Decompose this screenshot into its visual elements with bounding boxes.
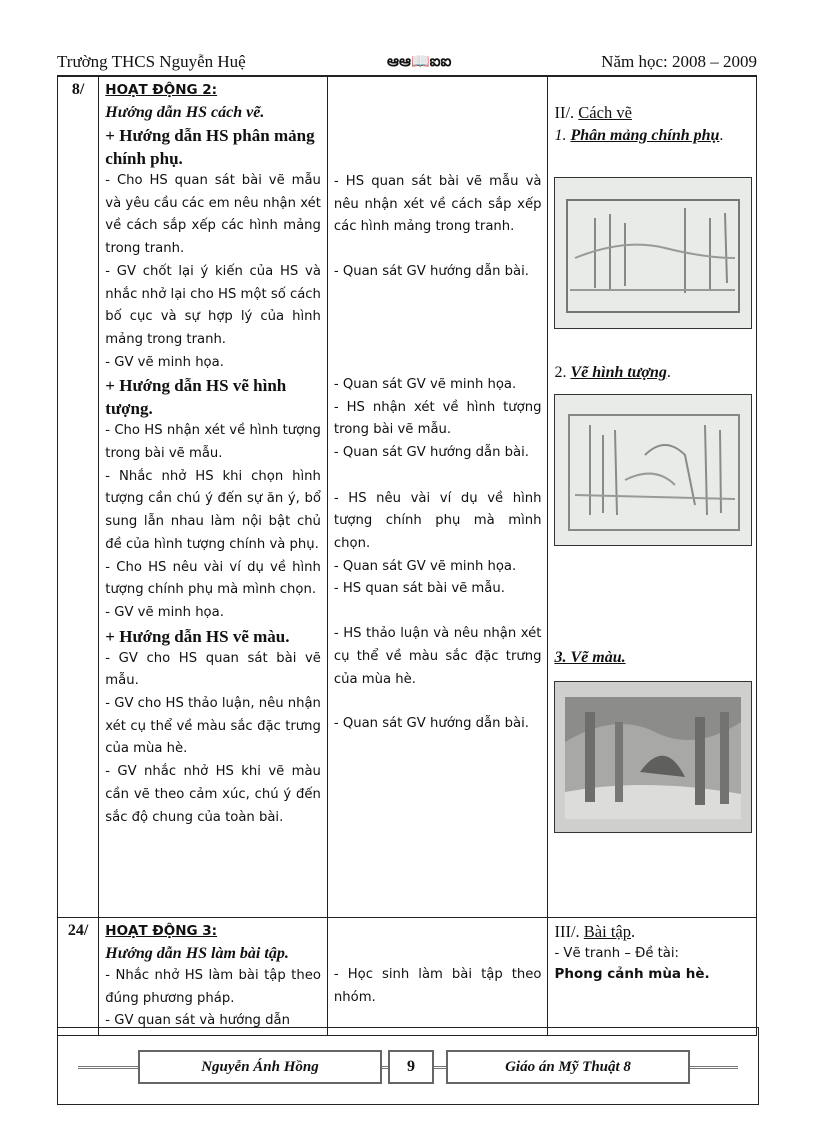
part1-line: - GV vẽ minh họa.	[105, 354, 224, 370]
part2-line: - Cho HS nêu vài ví dụ về hình tượng chính phụ mà mình chọn.	[105, 559, 321, 598]
part2-title: + Hướng dẫn HS vẽ hình tượng.	[105, 376, 287, 419]
sample-image-color	[554, 681, 752, 833]
step-1: 1. Phân mảng chính phụ.	[554, 127, 724, 144]
teacher-activity-cell	[99, 77, 328, 918]
time-cell: 8/	[58, 77, 99, 918]
teacher-activity-cell	[99, 918, 328, 1036]
student-line: - HS nêu vài ví dụ về hình tượng chính phụ mà mình chọn.	[333, 490, 542, 552]
content-cell	[548, 918, 757, 1036]
section-number: III/.	[554, 922, 580, 941]
step-3	[554, 646, 750, 669]
part1-line: - GV chốt lại ý kiến của HS và nhắc nhở lại cho HS một số cách bố cục và sự hợp lý của hình mảng trong tranh.	[105, 263, 321, 347]
part3-title: + Hướng dẫn HS vẽ màu.	[105, 626, 290, 646]
section-heading: III/. Bài tập.	[554, 922, 636, 941]
student-line: - HS quan sát bài vẽ mẫu và nêu nhận xét về cách sắp xếp các hình mảng trong tranh.	[333, 174, 542, 235]
part3-line: - GV cho HS thảo luận, nêu nhận xét cụ thể về màu sắc đặc trưng của mùa hè.	[105, 696, 321, 757]
school-name: Trường THCS Nguyễn Huệ	[57, 52, 246, 71]
lesson-table	[57, 76, 757, 1036]
activity-subtitle: Hướng dẫn HS cách vẽ.	[105, 104, 265, 121]
part1-line: - Cho HS quan sát bài vẽ mẫu và yêu cầu các em nêu nhận xét về cách sắp xếp các hình mảng trong tranh.	[105, 173, 321, 257]
student-line: - Quan sát GV hướng dẫn bài.	[333, 264, 529, 280]
table-row	[58, 918, 757, 1036]
activity-line: - GV quan sát và hướng dẫn	[105, 1013, 290, 1029]
step-title: 3. Vẽ màu.	[554, 649, 626, 666]
sample-image-layout	[554, 177, 752, 329]
header-ornament: ఆఆ📖ఐఐ	[387, 52, 452, 70]
step-2: 2. Vẽ hình tượng.	[554, 364, 671, 381]
table-row	[58, 77, 757, 918]
section-title: Bài tập	[583, 922, 631, 941]
part2-line: - Nhắc nhở HS khi chọn hình tượng cần chú ý đến sự ăn ý, bổ sung lẫn nhau làm nội bật chủ đề của hình tượng chính và phụ.	[105, 468, 321, 552]
school-year: Năm học: 2008 – 2009	[601, 52, 757, 71]
student-line: - Quan sát GV vẽ minh họa.	[333, 558, 517, 574]
time-cell: 24/	[58, 918, 99, 1036]
exercise-line: - Vẽ tranh – Đề tài:	[554, 946, 679, 961]
part2-line: - GV vẽ minh họa.	[105, 604, 224, 620]
sample-image-figures	[554, 394, 752, 546]
step-number: 2.	[554, 364, 567, 381]
author-name: Nguyễn Ánh Hồng	[138, 1050, 382, 1084]
activity-line: - Nhắc nhở HS làm bài tập theo đúng phương pháp.	[105, 968, 321, 1006]
student-line: - Quan sát GV hướng dẫn bài.	[333, 444, 529, 460]
student-activity-cell	[327, 77, 548, 918]
page-header	[57, 52, 757, 76]
document-title: Giáo án Mỹ Thuật 8	[446, 1050, 690, 1084]
student-line: - Quan sát GV vẽ minh họa.	[333, 376, 517, 392]
part2-line: - Cho HS nhận xét về hình tượng trong bài vẽ mẫu.	[105, 423, 321, 462]
activity-subtitle: Hướng dẫn HS làm bài tập.	[105, 945, 289, 962]
step-number: 1.	[554, 127, 567, 144]
content-cell	[548, 77, 757, 918]
page-footer	[57, 1027, 759, 1105]
section-heading	[554, 101, 750, 124]
section-title: Cách vẽ	[578, 103, 632, 122]
student-line: - Học sinh làm bài tập theo nhóm.	[333, 967, 542, 1005]
section-number: II/.	[554, 103, 575, 122]
student-line: - Quan sát GV hướng dẫn bài.	[333, 716, 529, 732]
part3-line: - GV nhắc nhở HS khi vẽ màu cần vẽ theo cảm xúc, chú ý đến sắc độ chung của toàn bài.	[105, 764, 321, 825]
student-line: - HS quan sát bài vẽ mẫu.	[333, 581, 505, 597]
step-title: Vẽ hình tượng	[570, 364, 667, 381]
activity-heading: HOẠT ĐỘNG 3:	[105, 923, 218, 939]
page-number: 9	[388, 1050, 434, 1084]
step-title: Phân mảng chính phụ	[570, 127, 720, 144]
student-line: - HS thảo luận và nêu nhận xét cụ thể về màu sắc đặc trưng của mùa hè.	[333, 626, 542, 687]
student-activity-cell	[327, 918, 548, 1036]
activity-heading: HOẠT ĐỘNG 2:	[105, 82, 218, 98]
part3-line: - GV cho HS quan sát bài vẽ mẫu.	[105, 650, 321, 689]
student-line: - HS nhận xét về hình tượng trong bài vẽ mẫu.	[333, 399, 542, 438]
exercise-topic: Phong cảnh mùa hè.	[554, 965, 710, 982]
part1-title: + Hướng dẫn HS phân mảng chính phụ.	[105, 126, 315, 168]
